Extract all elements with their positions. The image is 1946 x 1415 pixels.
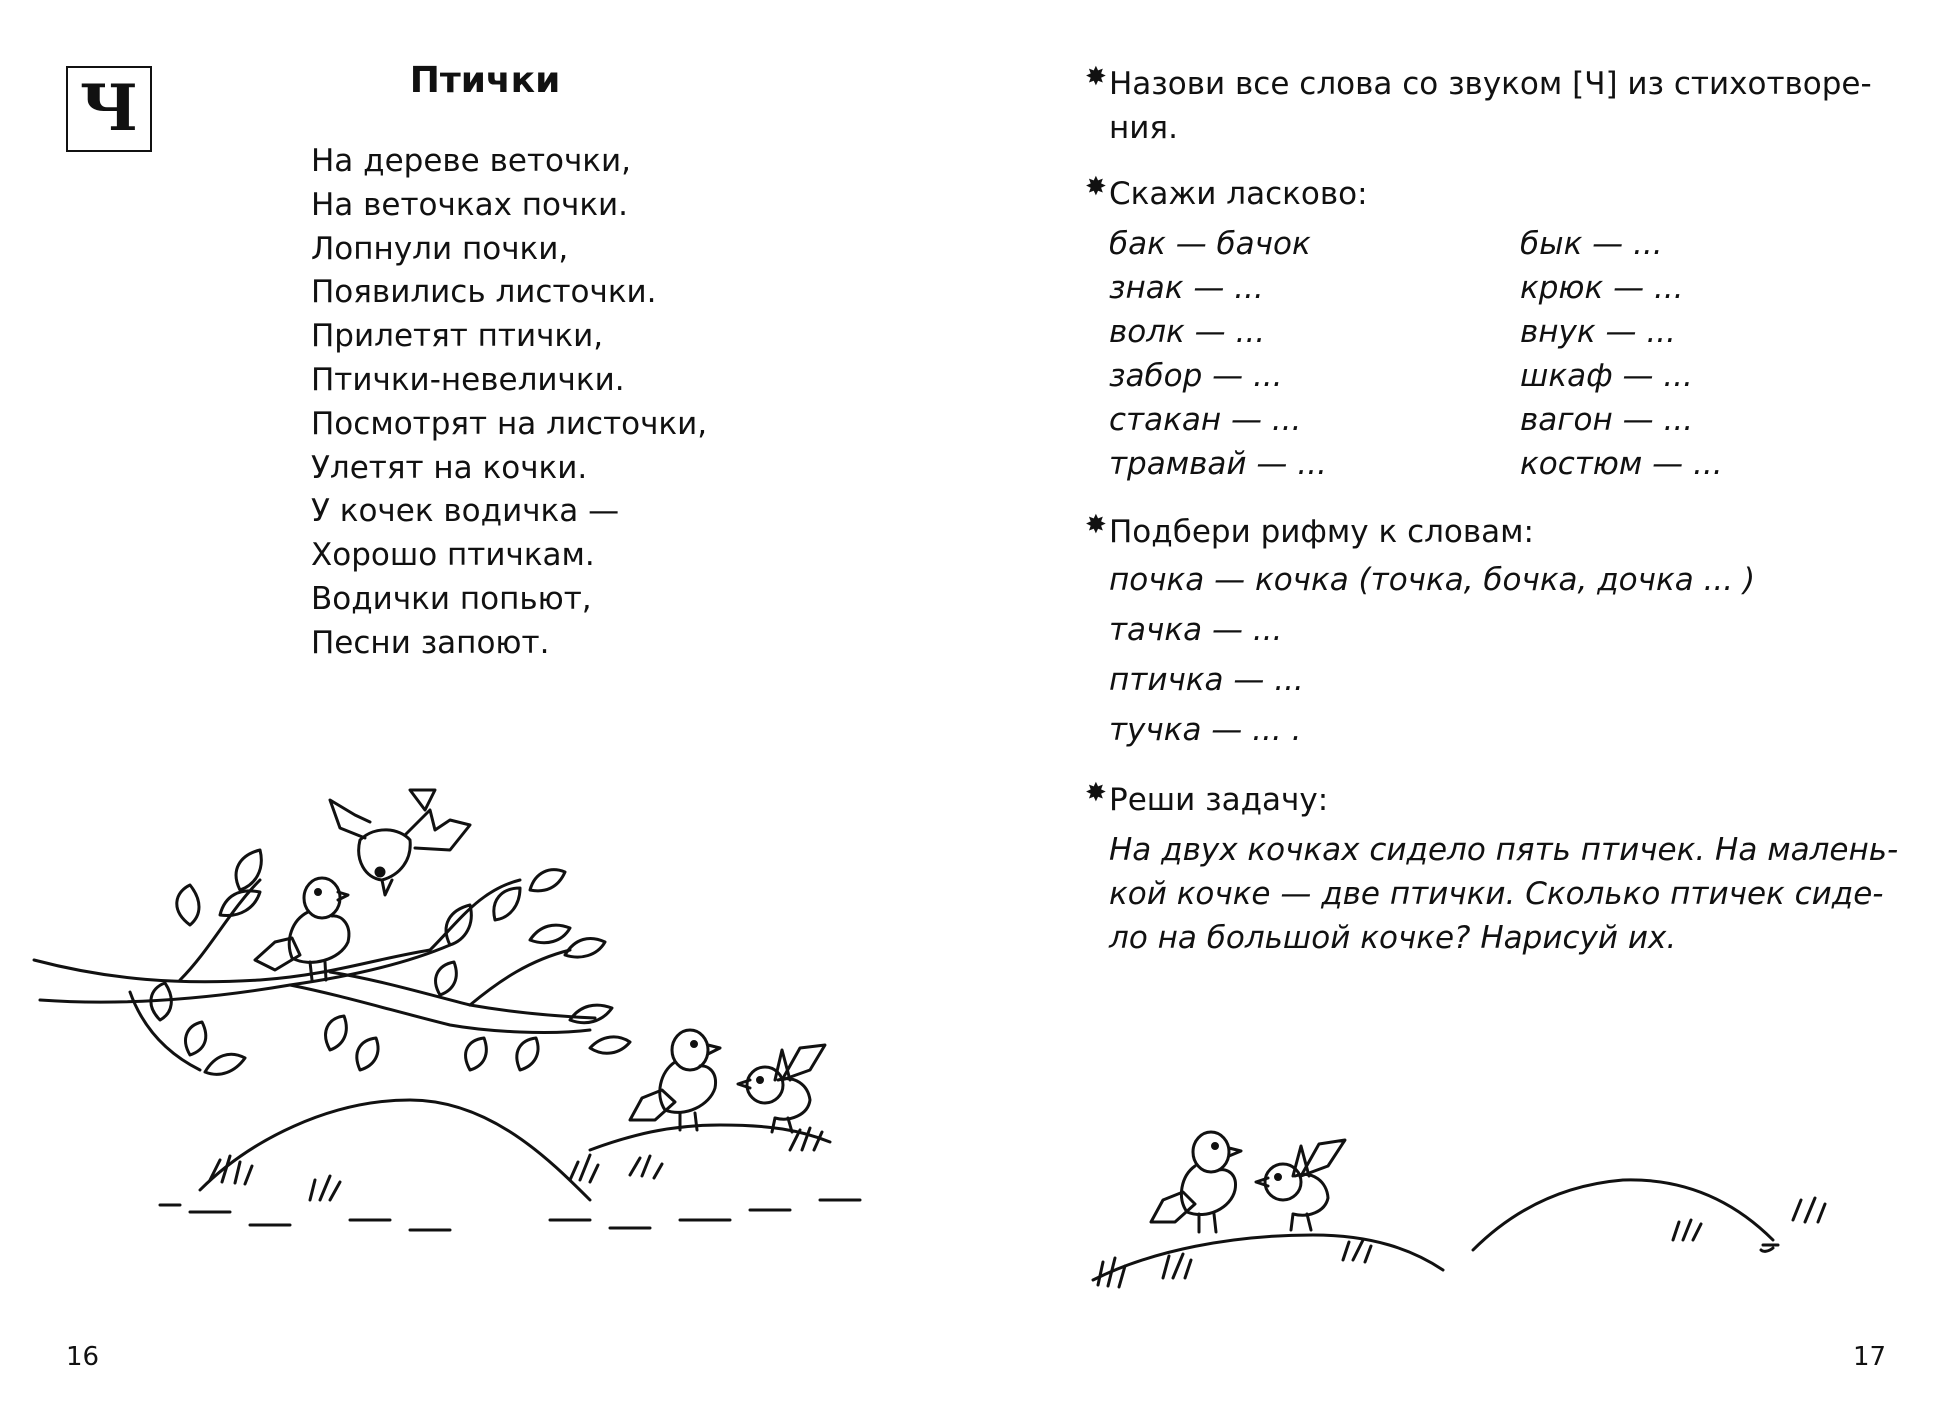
rhyme-line: тачка — ...	[1109, 612, 1283, 648]
hills-with-birds-illustration	[1073, 1110, 1933, 1310]
word-pair: бык — ...	[1520, 226, 1663, 262]
poem-title: Птички	[409, 60, 561, 101]
letter-box	[66, 66, 152, 152]
letter: Ч	[79, 71, 139, 146]
rhyme-line: птичка — ...	[1109, 662, 1304, 698]
poem-line: На дереве веточки,	[311, 143, 632, 179]
word-pair: волк — ...	[1109, 314, 1266, 350]
word-pair: забор — ...	[1109, 358, 1283, 394]
word-pair: бак — бачок	[1109, 226, 1311, 262]
task-name-words	[1085, 62, 1872, 150]
poem-line: Посмотрят на листочки,	[311, 405, 708, 442]
problem-line: На двух кочках сидело пять птичек. На малень-	[1109, 832, 1899, 868]
task-text: Назови все слова со звуком [Ч] из стихотворе-	[1109, 66, 1872, 102]
diminutive-left-column	[1109, 222, 1327, 486]
word-pair: шкаф — ...	[1520, 358, 1693, 394]
poem-line: Улетят на кочки.	[311, 449, 588, 486]
poem-line: Птички-невелички.	[311, 361, 625, 398]
poem-line: Появились листочки.	[311, 274, 657, 311]
task-title: Реши задачу:	[1109, 782, 1329, 818]
problem-text	[1109, 828, 1898, 960]
poem	[311, 140, 707, 666]
page-number-right: 17	[1853, 1342, 1887, 1372]
poem-line: Песни запоют.	[311, 624, 550, 661]
word-pair: стакан — ...	[1109, 402, 1302, 438]
birds-on-branch-illustration	[30, 780, 930, 1260]
poem-line: Лопнули почки,	[311, 230, 569, 267]
word-pair: трамвай — ...	[1109, 446, 1327, 482]
task-solve-problem	[1085, 778, 1329, 822]
word-pair: внук — ...	[1520, 314, 1676, 350]
task-text: ния.	[1109, 110, 1178, 146]
star-bullet-icon: ✸	[1085, 510, 1107, 540]
word-pair: крюк — ...	[1520, 270, 1684, 306]
word-pair: вагон — ...	[1520, 402, 1694, 438]
star-bullet-icon: ✸	[1085, 778, 1107, 808]
problem-line: кой кочке — две птички. Сколько птичек сиде-	[1109, 876, 1884, 912]
poem-line: На веточках почки.	[311, 186, 629, 223]
diminutive-right-column	[1520, 222, 1723, 486]
page-number-left: 16	[66, 1342, 100, 1372]
rhyme-list	[1109, 555, 1755, 755]
task-find-rhyme	[1085, 510, 1534, 554]
rhyme-line: почка — кочка (точка, бочка, дочка ... )	[1109, 562, 1756, 598]
star-bullet-icon: ✸	[1085, 172, 1107, 202]
task-say-affectionately	[1085, 172, 1368, 216]
word-pair: костюм — ...	[1520, 446, 1723, 482]
right-page	[973, 0, 1946, 1415]
poem-line: У кочек водичка —	[311, 493, 620, 530]
poem-line: Прилетят птички,	[311, 318, 604, 355]
task-title: Подбери рифму к словам:	[1109, 514, 1534, 550]
poem-line: Хорошо птичкам.	[311, 537, 595, 574]
rhyme-line: тучка — ... .	[1109, 712, 1302, 748]
poem-line: Водички попьют,	[311, 580, 592, 617]
problem-line: ло на большой кочке? Нарисуй их.	[1109, 920, 1677, 956]
word-pair: знак — ...	[1109, 270, 1264, 306]
task-title: Скажи ласково:	[1109, 176, 1368, 212]
star-bullet-icon: ✸	[1085, 62, 1107, 92]
